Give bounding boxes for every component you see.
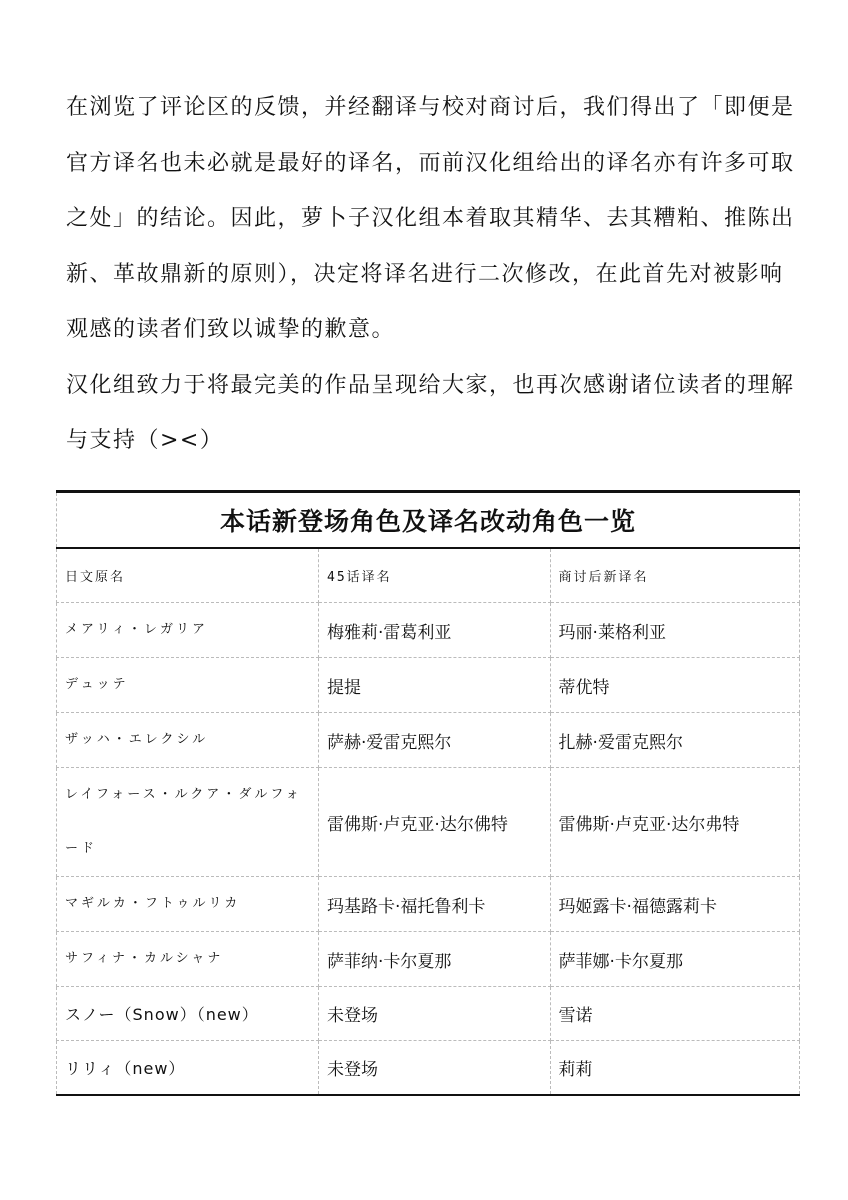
- ch45-name-cell: 玛基路卡·福托鲁利卡: [319, 877, 551, 932]
- revised-name-cell: 雷佛斯·卢克亚·达尔弗特: [550, 768, 799, 877]
- table-row: [57, 603, 800, 658]
- revised-name-cell: 扎赫·爱雷克熙尔: [550, 713, 799, 768]
- ch45-name-cell: 提提: [319, 658, 551, 713]
- table-row: [57, 713, 800, 768]
- table-row: [57, 877, 800, 932]
- table-title: 本话新登场角色及译名改动角色一览: [57, 492, 800, 549]
- revised-name-cell: 莉莉: [550, 1041, 799, 1096]
- revised-name-cell: 玛姬露卡·福德露莉卡: [550, 877, 799, 932]
- ch45-name-cell: 未登场: [319, 1041, 551, 1096]
- ch45-name-cell: 梅雅莉·雷葛利亚: [319, 603, 551, 658]
- revised-name-cell: 萨菲娜·卡尔夏那: [550, 932, 799, 987]
- original-name-cell: マギルカ・フトゥルリカ: [57, 877, 319, 932]
- table-row: [57, 987, 800, 1041]
- original-name-cell: サフィナ・カルシャナ: [57, 932, 319, 987]
- original-name-cell: メアリィ・レガリア: [57, 603, 319, 658]
- original-name-cell: レイフォース・ルクア・ダルフォード: [57, 768, 319, 877]
- notice-paragraph-2: 汉化组致力于将最完美的作品呈现给大家，也再次感谢诸位读者的理解与支持（><）: [66, 372, 795, 453]
- table-row: [57, 768, 800, 877]
- header-ch45-name: 45话译名: [319, 548, 551, 603]
- revised-name-cell: 雪诺: [550, 987, 799, 1041]
- original-name-cell: スノー（Snow）（new）: [57, 987, 319, 1041]
- character-name-table: [56, 490, 800, 1096]
- table-header-row: [57, 548, 800, 603]
- ch45-name-cell: 萨赫·爱雷克熙尔: [319, 713, 551, 768]
- revised-name-cell: 玛丽·莱格利亚: [550, 603, 799, 658]
- table-row: [57, 932, 800, 987]
- header-original-name: 日文原名: [57, 548, 319, 603]
- original-name-cell: リリィ（new）: [57, 1041, 319, 1096]
- table-row: [57, 1041, 800, 1096]
- notice-paragraph-1: 在浏览了评论区的反馈，并经翻译与校对商讨后，我们得出了「即便是官方译名也未必就是最好的译名，而前汉化组给出的译名亦有许多可取之处」的结论。因此，萝卜子汉化组本着取其精华、去其糟粕、推陈出新、革故鼎新的原则），决定将译名进行二次修改，在此首先对被影响观感的读者们致以诚挚的歉意。: [66, 95, 795, 342]
- ch45-name-cell: 萨菲纳·卡尔夏那: [319, 932, 551, 987]
- ch45-name-cell: 雷佛斯·卢克亚·达尔佛特: [319, 768, 551, 877]
- original-name-cell: デュッテ: [57, 658, 319, 713]
- original-name-cell: ザッハ・エレクシル: [57, 713, 319, 768]
- table-title-row: [57, 492, 800, 549]
- ch45-name-cell: 未登场: [319, 987, 551, 1041]
- table-row: [57, 658, 800, 713]
- translation-notice: [66, 80, 796, 469]
- header-revised-name: 商讨后新译名: [550, 548, 799, 603]
- revised-name-cell: 蒂优特: [550, 658, 799, 713]
